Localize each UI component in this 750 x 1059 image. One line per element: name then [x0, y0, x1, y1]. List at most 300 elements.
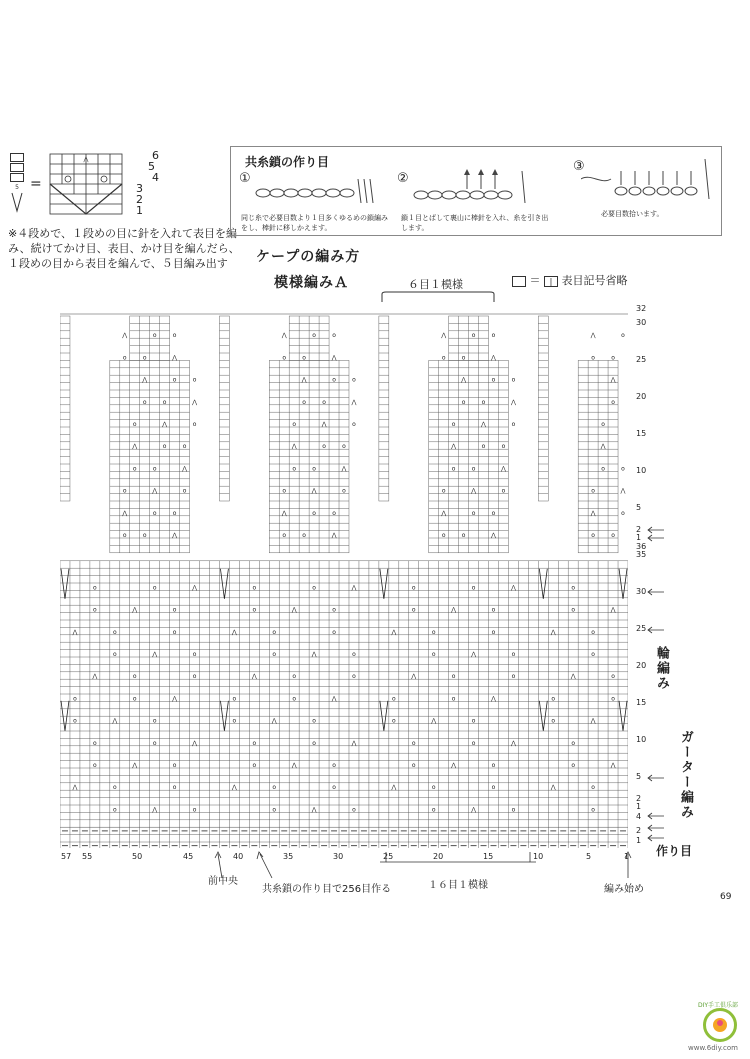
stitch-symbol: ⋀: [620, 487, 626, 495]
stitch-symbol: o: [312, 509, 316, 517]
stitch-symbol: ⋀: [291, 443, 297, 451]
increase-wedge: [539, 701, 547, 731]
increase-wedge: [380, 569, 388, 599]
stitch-symbol: o: [471, 739, 476, 747]
tick-label: 32: [636, 304, 647, 313]
step-1-num: ①: [239, 171, 251, 186]
increase-wedge: [220, 569, 228, 599]
increase-wedge: [61, 701, 69, 731]
stitch-symbol: o: [611, 398, 615, 406]
stitch-symbol: o: [112, 784, 117, 792]
tick-label: 30: [636, 318, 647, 327]
stitch-symbol: o: [391, 717, 396, 725]
stitch-symbol: ⋀: [122, 332, 128, 340]
stitch-symbol: ⋀: [152, 487, 158, 495]
step-3-text: 必要目数拾います。: [601, 210, 664, 218]
stitch-symbol: o: [122, 487, 127, 495]
stitch-symbol: ⋀: [192, 739, 197, 747]
stitch-symbol: o: [591, 628, 595, 636]
legend-equals: =: [30, 176, 42, 192]
tick-label: 5: [636, 503, 642, 512]
stitch-symbol: o: [172, 628, 177, 636]
stitch-symbol: ⋀: [132, 606, 138, 614]
stitch-symbol: o: [461, 398, 466, 406]
stitch-symbol: o: [332, 376, 336, 384]
stitch-symbol: o: [132, 421, 137, 428]
legend-grid: [48, 152, 128, 218]
stitch-symbol: o: [352, 421, 356, 428]
stitch-symbol: ⋀: [451, 762, 457, 769]
stitch-symbol: o: [511, 651, 516, 658]
stitch-symbol: ⋀: [481, 421, 486, 428]
stitch-symbol: o: [352, 806, 356, 814]
repeat-bottom-label: １６目１模様: [428, 880, 488, 891]
stitch-symbol: ⋀: [331, 532, 337, 539]
stitch-symbol: o: [322, 443, 326, 451]
step-2-num: ②: [397, 171, 409, 186]
stitch-symbol: o: [332, 628, 336, 636]
stitch-symbol: ⋀: [132, 443, 138, 451]
stitch-symbol: o: [431, 784, 436, 792]
stitch-symbol: ⋀: [132, 762, 138, 769]
stitch-symbol: o: [621, 332, 625, 340]
col-label: 15: [483, 852, 494, 861]
step-1-text: 同じ糸で必要目数より１目多くゆるめの鎖編みをし、棒針に移しかえます。: [241, 214, 388, 232]
blank-cell-icon: [512, 276, 526, 287]
stitch-symbol: ⋀: [331, 695, 337, 703]
stitch-symbol: o: [312, 332, 316, 340]
stitch-symbol: o: [601, 421, 605, 428]
stitch-symbol: ⋀: [590, 509, 596, 517]
stitch-symbol: ⋀: [172, 532, 178, 539]
stitch-symbol: o: [192, 376, 197, 384]
stitch-symbol: o: [272, 806, 277, 814]
tick-label: 2: [636, 794, 642, 803]
tick-label: 4: [636, 812, 642, 821]
stitch-symbol: o: [192, 651, 197, 658]
stitch-symbol: ⋀: [172, 354, 178, 362]
stitch-symbol: o: [142, 532, 147, 539]
stitch-symbol: o: [391, 695, 396, 703]
stitch-symbol: o: [272, 784, 277, 792]
svg-text:5: 5: [15, 184, 19, 191]
stitch-symbol: o: [352, 673, 356, 681]
stitch-symbol: ⋀: [142, 376, 148, 384]
stitch-symbol: o: [411, 739, 416, 747]
stitch-symbol: o: [491, 784, 496, 792]
stitch-symbol: ⋀: [311, 487, 317, 495]
stitch-symbol: o: [112, 651, 117, 658]
stitch-symbol: o: [272, 628, 277, 636]
stitch-symbol: ⋀: [461, 376, 467, 384]
tick-label: 15: [636, 698, 647, 707]
stitch-symbol: ⋀: [610, 376, 616, 384]
stitch-symbol: ⋀: [471, 487, 477, 495]
stitch-symbol: o: [352, 376, 356, 384]
stitch-symbol: o: [172, 784, 177, 792]
stitch-symbol: o: [491, 509, 496, 517]
knit-cell-icon: |: [544, 276, 558, 287]
stitch-symbol: ⋀: [311, 651, 317, 658]
chart-subtitle: 模様編みＡ: [274, 275, 349, 291]
stitch-symbol: o: [342, 443, 346, 451]
stitch-symbol: o: [441, 532, 446, 539]
stitch-symbol: o: [491, 332, 496, 340]
stitch-symbol: o: [73, 717, 77, 725]
stitch-symbol: o: [591, 532, 595, 539]
stitch-symbol: o: [471, 717, 476, 725]
stitch-symbol: o: [252, 762, 257, 769]
col-label: 1: [624, 852, 630, 861]
chain-step-1-icon: [253, 175, 383, 205]
stitch-symbol: o: [142, 354, 147, 362]
stitch-symbol: ⋀: [291, 762, 297, 769]
legend-row-1: 1: [136, 204, 143, 217]
stitch-symbol: ⋀: [72, 628, 78, 636]
knitting-chart: [60, 308, 628, 848]
stitch-symbol: o: [142, 398, 147, 406]
stitch-symbol: o: [591, 354, 595, 362]
stitch-symbol: ⋀: [271, 717, 277, 725]
stitch-symbol: ⋀: [192, 584, 197, 592]
legend-row-6: 6: [152, 149, 159, 162]
stitch-symbol: o: [172, 762, 177, 769]
stitch-symbol: o: [571, 606, 576, 614]
stitch-symbol: o: [352, 651, 356, 658]
stitch-symbol: ⋀: [281, 332, 287, 340]
stitch-symbol: ⋀: [431, 717, 437, 725]
stitch-symbol: o: [112, 806, 117, 814]
stitch-symbol: o: [591, 784, 595, 792]
stitch-symbol: o: [451, 673, 456, 681]
tick-label: 35: [636, 550, 647, 559]
cast-on-box: [230, 146, 722, 236]
stitch-symbol: ⋀: [590, 332, 596, 340]
stitch-symbol: o: [332, 332, 336, 340]
tick-label: 25: [636, 355, 647, 364]
legend-row-2: 2: [136, 193, 143, 206]
stitch-symbol: ⋀: [341, 465, 347, 473]
stitch-symbol: o: [282, 354, 287, 362]
stitch-symbol: o: [511, 421, 516, 428]
stitch-symbol: ⋀: [411, 673, 417, 681]
stitch-symbol: ⋀: [510, 398, 516, 406]
stitch-symbol: ⋀: [391, 784, 397, 792]
cast-on-title: 共糸鎖の作り目: [245, 155, 330, 169]
stitch-symbol: o: [252, 739, 257, 747]
stitch-symbol: o: [431, 651, 436, 658]
increase-note: ※４段めで、１段めの目に針を入れて表目を編み、続けてかけ目、表目、かけ目を編んだら、１段めの目から表目を編んで、５目編み出す: [8, 227, 240, 270]
stitch-symbol: ⋀: [331, 354, 337, 362]
stitch-symbol: o: [441, 487, 446, 495]
tick-label: 20: [636, 392, 647, 401]
increase-wedge: [539, 569, 547, 599]
tick-label: 15: [636, 429, 647, 438]
stitch-symbol: o: [611, 673, 615, 681]
stitch-symbol: o: [192, 673, 197, 681]
stitch-symbol: o: [501, 443, 506, 451]
col-label: 20: [433, 852, 444, 861]
stitch-symbol: ⋀: [471, 806, 477, 814]
col-label: 40: [233, 852, 244, 861]
stitch-symbol: o: [152, 332, 157, 340]
stitch-symbol: ⋀: [491, 695, 496, 703]
stitch-symbol: o: [292, 695, 297, 703]
stitch-symbol: o: [162, 398, 167, 406]
stitch-symbol: o: [152, 509, 157, 517]
stitch-symbol: o: [252, 606, 257, 614]
stitch-symbol: o: [93, 739, 97, 747]
stitch-symbol: o: [471, 465, 476, 473]
stitch-symbol: o: [182, 487, 187, 495]
start-label: 編み始め: [604, 884, 644, 895]
stitch-symbol: o: [431, 628, 436, 636]
stitch-symbol: ⋀: [311, 806, 317, 814]
col-label: 50: [132, 852, 143, 861]
stitch-symbol: ⋀: [152, 651, 158, 658]
stitch-symbol: ⋀: [351, 584, 357, 592]
stitch-symbol: o: [93, 584, 97, 592]
stitch-symbol: o: [182, 443, 187, 451]
stitch-symbol: o: [132, 673, 137, 681]
stitch-symbol: o: [252, 584, 257, 592]
stitch-symbol: o: [132, 695, 137, 703]
stitch-symbol: o: [192, 806, 197, 814]
increase-wedge: [619, 569, 627, 599]
stitch-symbol: o: [491, 606, 496, 614]
stitch-symbol: o: [411, 606, 416, 614]
legend-row-4: 4: [152, 171, 159, 184]
cast-on-count-label: 共糸鎖の作り目で256目作る: [262, 884, 392, 895]
symbol-note-text: 表目記号省略: [561, 274, 628, 287]
stitch-symbol: o: [411, 762, 416, 769]
symbol-note: [512, 272, 628, 288]
stitch-symbol: o: [152, 739, 157, 747]
stitch-symbol: o: [292, 421, 297, 428]
chart-title: ケープの編み方: [256, 249, 361, 265]
stitch-symbol: o: [73, 695, 77, 703]
stitch-symbol: o: [93, 606, 97, 614]
stitch-symbol: ⋀: [610, 762, 616, 769]
tick-label: 2: [636, 525, 642, 534]
stitch-symbol: o: [302, 354, 306, 362]
increase-symbol-icon: [10, 153, 24, 215]
stitch-symbol: ⋀: [510, 584, 516, 592]
stitch-symbol: o: [292, 465, 297, 473]
stitch-symbol: o: [112, 628, 117, 636]
stitch-symbol: o: [621, 465, 625, 473]
stitch-symbol: o: [282, 487, 287, 495]
stitch-symbol: o: [591, 806, 595, 814]
stitch-symbol: o: [601, 465, 605, 473]
stitch-symbol: o: [491, 376, 496, 384]
stitch-symbol: o: [611, 532, 615, 539]
step-3-num: ③: [573, 159, 585, 174]
col-label: 5: [586, 852, 592, 861]
stitch-symbol: o: [172, 606, 177, 614]
stitch-symbol: o: [431, 806, 436, 814]
stitch-symbol: o: [312, 739, 316, 747]
stitch-symbol: o: [302, 532, 306, 539]
stitch-symbol: ⋀: [112, 717, 118, 725]
section-tsukurime: 作り目: [656, 844, 693, 858]
stitch-symbol: o: [461, 532, 466, 539]
increase-wedge: [380, 701, 388, 731]
stitch-symbol: o: [122, 354, 127, 362]
chain-step-2-icon: [407, 169, 547, 205]
stitch-symbol: o: [511, 376, 516, 384]
stitch-symbol: ⋀: [72, 784, 78, 792]
stitch-symbol: o: [332, 606, 336, 614]
stitch-symbol: o: [332, 509, 336, 517]
stitch-symbol: ⋀: [301, 376, 307, 384]
stitch-symbol: ⋀: [92, 673, 98, 681]
stitch-symbol: ⋀: [600, 443, 606, 451]
stitch-symbol: o: [611, 354, 615, 362]
legend-row-3: 3: [136, 182, 143, 195]
stitch-symbol: ⋀: [231, 784, 237, 792]
stitch-symbol: ⋀: [441, 332, 447, 340]
repeat-top-label: ６目１模様: [408, 278, 463, 291]
stitch-symbol: o: [471, 332, 476, 340]
grid-block: [379, 316, 389, 501]
grid-lines: [60, 314, 628, 848]
watermark-logo-icon: [703, 1008, 737, 1042]
legend-row-5: 5: [148, 160, 155, 173]
stitch-symbol: o: [312, 584, 316, 592]
front-center-label: 前中央: [208, 876, 238, 887]
col-label: 30: [333, 852, 344, 861]
stitch-symbol: o: [411, 584, 416, 592]
increase-wedge: [220, 701, 228, 731]
grid-block: [219, 316, 229, 501]
increase-wedge: [61, 569, 69, 599]
stitch-symbol: ⋀: [172, 695, 178, 703]
stitch-symbol: o: [451, 421, 456, 428]
stitch-symbol: o: [322, 398, 326, 406]
stitch-symbol: o: [172, 376, 177, 384]
stitch-symbol: o: [132, 465, 137, 473]
stitch-symbol: o: [312, 717, 316, 725]
stitch-symbol: o: [621, 509, 625, 517]
stitch-symbol: ⋀: [570, 673, 576, 681]
stitch-symbol: o: [152, 717, 157, 725]
stitch-symbol: o: [551, 695, 556, 703]
increase-wedge: [619, 701, 627, 731]
repeat-top-bracket: [380, 290, 496, 304]
stitch-symbol: o: [152, 584, 157, 592]
stitch-symbol: o: [312, 465, 316, 473]
stitch-symbol: ⋀: [441, 509, 447, 517]
stitch-symbol: o: [232, 717, 237, 725]
col-label: 10: [533, 852, 544, 861]
stitch-symbol: o: [292, 673, 297, 681]
stitch-symbol: o: [571, 584, 576, 592]
grid-block: [538, 316, 548, 501]
stitch-symbol: ⋀: [152, 806, 158, 814]
col-label: 55: [82, 852, 93, 861]
stitch-symbol: o: [611, 695, 615, 703]
section-rinami: 輪編み: [654, 646, 669, 691]
stitch-symbol: ⋀: [182, 465, 188, 473]
stitch-symbols: [71, 332, 628, 813]
tick-label: 36: [636, 542, 647, 551]
stitch-symbol: o: [471, 584, 476, 592]
stitch-symbol: o: [461, 354, 466, 362]
tick-label: 30: [636, 587, 647, 596]
stitch-symbol: ⋀: [550, 628, 556, 636]
stitch-symbol: ⋀: [451, 606, 457, 614]
stitch-symbol: ⋀: [291, 606, 297, 614]
svg-text:⋀: ⋀: [83, 156, 89, 163]
stitch-symbol: ⋀: [510, 739, 516, 747]
grid-block: [60, 827, 628, 848]
stitch-symbol: o: [332, 762, 336, 769]
section-garter: ガーター編み: [678, 730, 693, 820]
stitch-symbol: o: [272, 651, 277, 658]
stitch-symbol: o: [571, 762, 576, 769]
tick-label: 1: [636, 533, 642, 542]
tick-label: 1: [636, 802, 642, 811]
stitch-symbol: ⋀: [351, 739, 357, 747]
stitch-symbol: o: [491, 628, 496, 636]
stitch-symbol: o: [591, 651, 595, 658]
stitch-symbol: o: [481, 398, 486, 406]
tick-label: 10: [636, 466, 647, 475]
stitch-symbol: ⋀: [590, 717, 596, 725]
stitch-symbol: o: [511, 806, 516, 814]
stitch-symbol: ⋀: [610, 606, 616, 614]
stitch-symbol: o: [122, 532, 127, 539]
symbol-note-eq: ＝: [529, 274, 541, 287]
stitch-symbol: o: [441, 354, 446, 362]
stitch-symbol: ⋀: [231, 628, 237, 636]
legend-rows: [128, 150, 168, 216]
stitch-symbol: o: [451, 695, 456, 703]
col-label: 57: [61, 852, 72, 861]
stitch-symbol: o: [152, 465, 157, 473]
stitch-symbol: o: [491, 762, 496, 769]
stitch-symbol: o: [501, 487, 506, 495]
tick-label: 20: [636, 661, 647, 670]
stitch-symbol: ⋀: [391, 628, 397, 636]
stitch-symbol: ⋀: [351, 398, 357, 406]
stitch-symbol: ⋀: [281, 509, 287, 517]
stitch-symbol: ⋀: [550, 784, 556, 792]
step-2-text: 鎖１目とばして裏山に棒針を入れ、糸を引き出します。: [401, 214, 549, 232]
tick-label: 2: [636, 826, 642, 835]
stitch-symbol: ⋀: [251, 673, 257, 681]
stitch-symbol: ⋀: [122, 509, 128, 517]
stitch-symbol: o: [511, 673, 516, 681]
tick-label: 1: [636, 836, 642, 845]
stitch-symbol: ⋀: [162, 421, 168, 428]
stitch-symbol: o: [192, 421, 197, 428]
stitch-symbol: o: [481, 443, 486, 451]
stitch-symbol: ⋀: [500, 465, 506, 473]
stitch-symbol: o: [172, 332, 177, 340]
stitch-symbol: o: [332, 784, 336, 792]
stitch-symbol: o: [451, 465, 456, 473]
chain-step-3-icon: [581, 157, 717, 201]
stitch-symbol: ⋀: [471, 651, 477, 658]
stitch-symbol: o: [93, 762, 97, 769]
watermark-name: DIY手工俱乐部: [698, 1002, 739, 1009]
stitch-symbol: ⋀: [491, 354, 496, 362]
stitch-symbol: o: [551, 717, 556, 725]
stitch-symbol: o: [232, 695, 237, 703]
legend-symbol: [10, 153, 24, 215]
